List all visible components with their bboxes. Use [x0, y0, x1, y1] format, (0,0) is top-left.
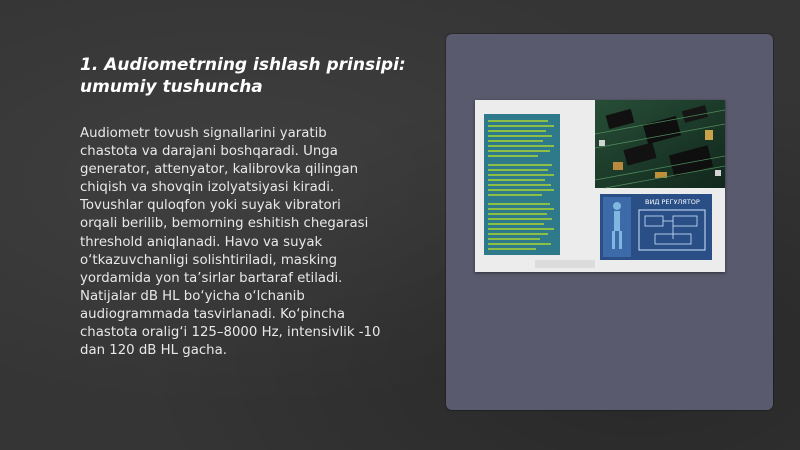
slide-title-line-1: 1. Audiometrning ishlash prinsipi:	[80, 55, 406, 75]
body-line: chastota oralig‘i 125–8000 Hz, intensivlik -10	[80, 325, 381, 341]
body-line: generator, attenyator, kalibrovka qilingan	[80, 162, 359, 178]
audiometer-collage-image	[475, 100, 725, 272]
body-line: orqali berilib, bemorning eshitish chegarasi	[80, 216, 369, 232]
body-line: audiogrammada tasvirlanadi. Ko‘pincha	[80, 306, 345, 322]
body-line: Tovushlar quloqfon yoki suyak vibratori	[80, 198, 341, 214]
slide-body-text	[80, 125, 420, 360]
body-line: Natijalar dB HL bo‘yicha o‘lchanib	[80, 288, 305, 304]
slide-title-line-2: umumiy tushuncha	[80, 77, 263, 97]
body-line: threshold aniqlanadi. Havo va suyak	[80, 234, 323, 250]
diagram-label: ВИД РЕГУЛЯТОР	[645, 198, 700, 206]
body-line: Audiometr tovush signallarini yaratib	[80, 126, 327, 141]
body-line: yordamida yon ta’sirlar bartaraf etiladi.	[80, 270, 343, 286]
body-line: chastota va darajani boshqaradi. Unga	[80, 144, 338, 160]
body-line: chiqish va shovqin izolyatsiyasi kiradi.	[80, 180, 335, 196]
body-line: dan 120 dB HL gacha.	[80, 343, 227, 359]
body-line: o‘tkazuvchanligi solishtiriladi, masking	[80, 252, 338, 268]
slide-title	[80, 54, 410, 98]
regulator-diagram-graphic	[600, 194, 712, 260]
circuit-board-graphic	[595, 100, 725, 188]
collage-graphic	[475, 100, 725, 272]
